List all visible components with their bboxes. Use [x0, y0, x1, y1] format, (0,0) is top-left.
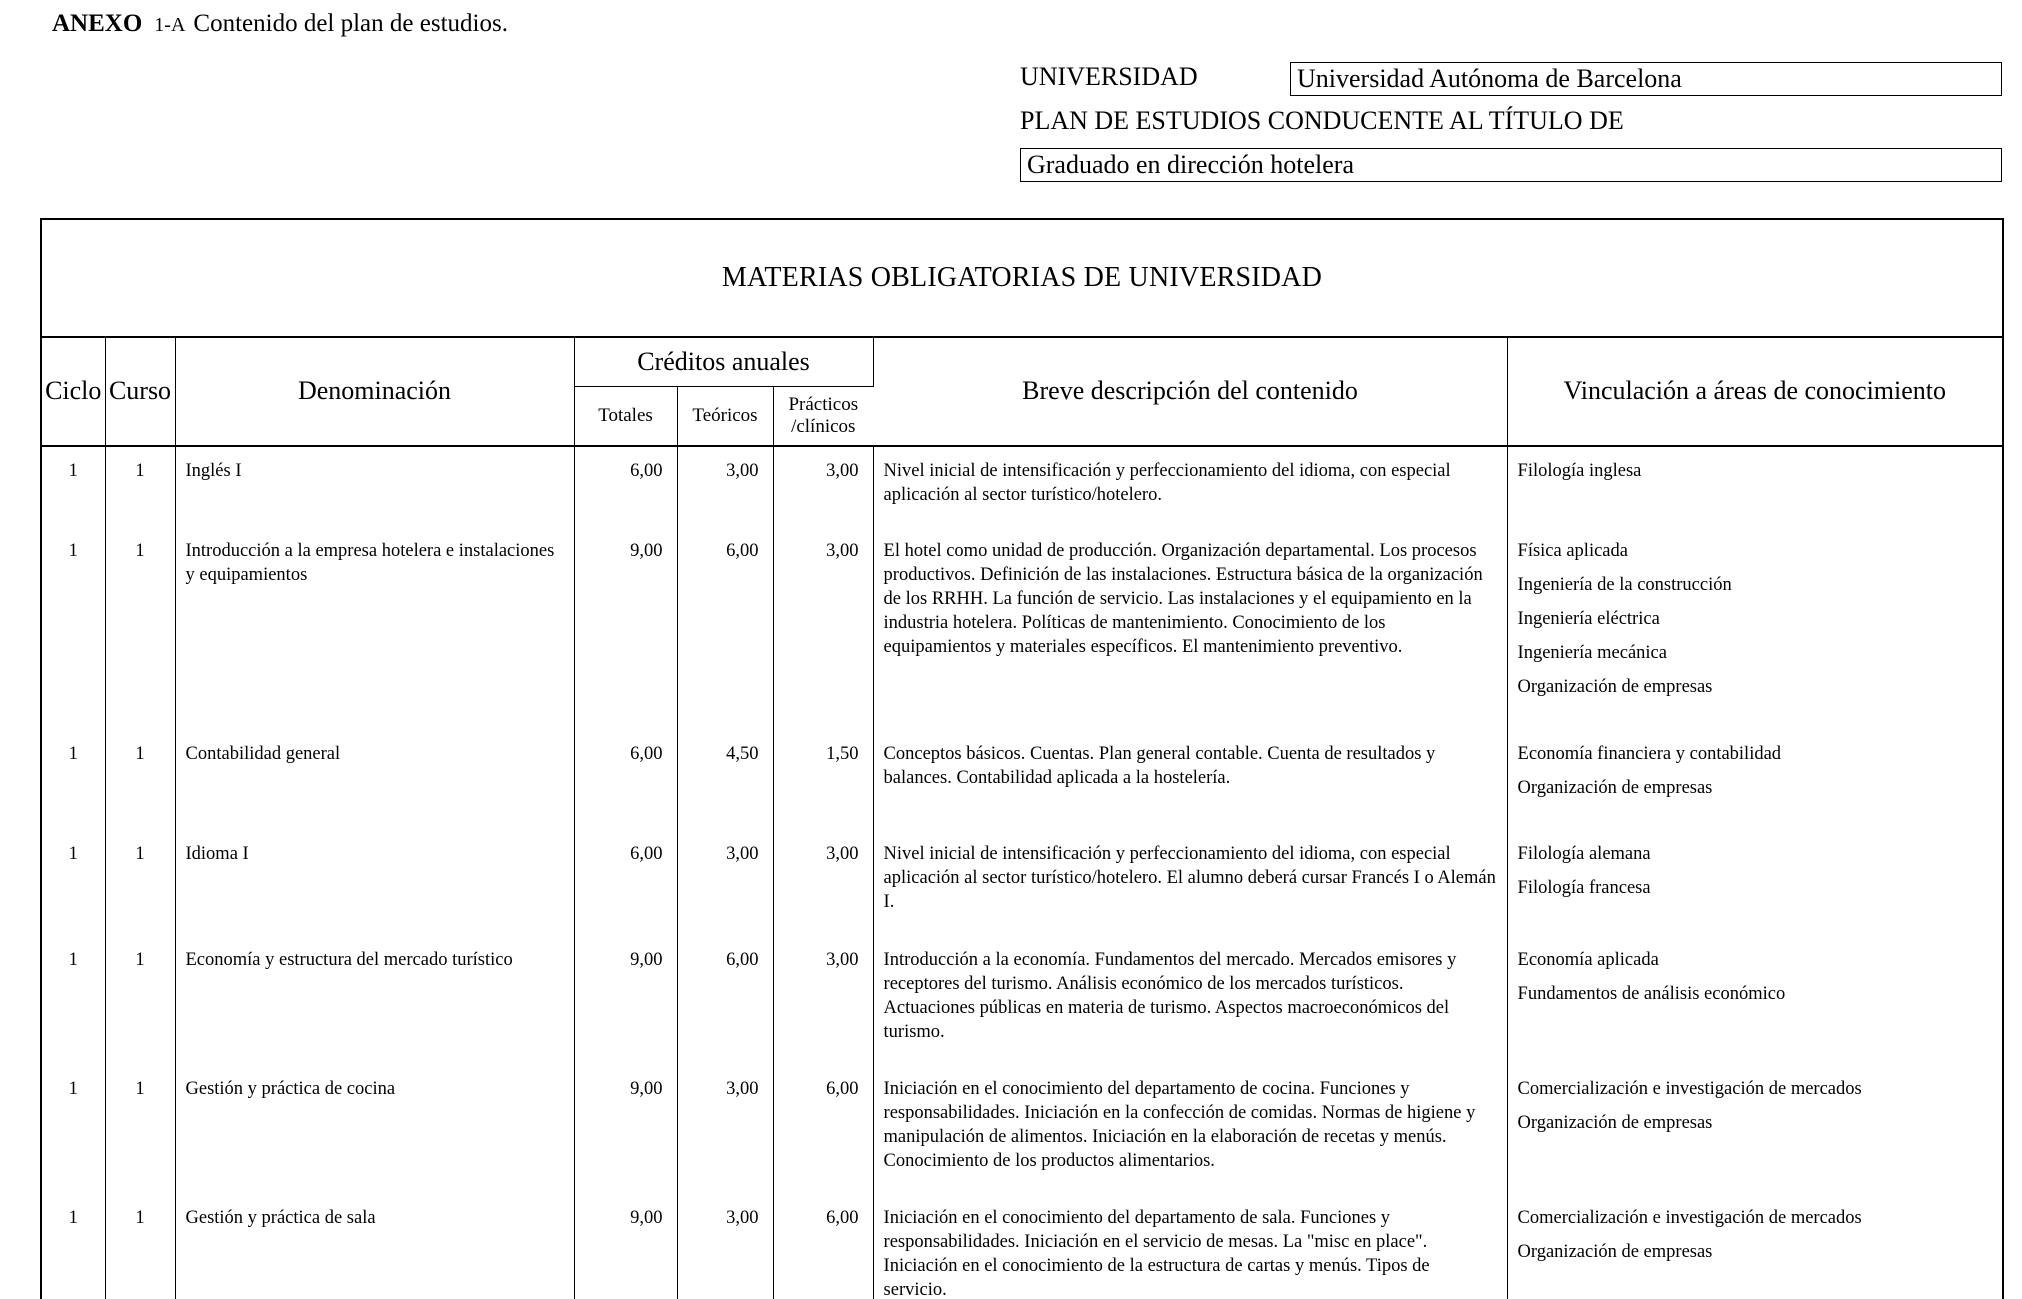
table-row: 1 1 Idioma I 6,00 3,00 3,00 Nivel inicial de intensificación y perfeccionamiento del idioma, con especial aplicación al sector turístico/hotelero. El alumno deberá cursar Francés I o Alemán I. Filología alemana Filología francesa — [42, 830, 2002, 936]
table-row: 1 1 Gestión y práctica de cocina 9,00 3,00 6,00 Iniciación en el conocimiento del departamento de cocina. Funciones y responsabilidades. Iniciación en la confección de comidas. Normas de higiene y manipulación de alimentos. Iniciación en la elaboración de recetas y menús. Conocimiento de los productos alimentarios. Comercialización e investigación de mercados Organización de empresas — [42, 1065, 2002, 1194]
col-teoricos: Teóricos — [677, 386, 773, 446]
table-row: 1 1 Gestión y práctica de sala 9,00 3,00 6,00 Iniciación en el conocimiento del departamento de sala. Funciones y responsabilidades. Iniciación en el servicio de mesas. La "misc en place". Iniciación en el conocimiento de la estructura de cartas y menús. Tipos de servicio. Comercialización e investigación de mercados Organización de empresas — [42, 1194, 2002, 1299]
col-totales: Totales — [574, 386, 677, 446]
col-denominacion: Denominación — [175, 338, 574, 446]
table-title: MATERIAS OBLIGATORIAS DE UNIVERSIDAD — [42, 220, 2002, 338]
col-creditos: Créditos anuales — [574, 338, 873, 386]
col-descripcion: Breve descripción del contenido — [873, 338, 1507, 446]
table-row: 1 1 Contabilidad general 6,00 4,50 1,50 Conceptos básicos. Cuentas. Plan general contable. Cuenta de resultados y balances. Contabilidad aplicada a la hostelería. Economía financiera y contabilidad Organización de empresas — [42, 730, 2002, 830]
curriculum-table — [40, 218, 2004, 1299]
universidad-label: UNIVERSIDAD — [1020, 62, 1198, 91]
col-ciclo: Ciclo — [42, 338, 105, 446]
annex-heading — [52, 10, 508, 38]
annex-number: 1-A — [154, 14, 186, 36]
annex-label: ANEXO — [52, 10, 143, 37]
col-curso: Curso — [105, 338, 175, 446]
plan-label: PLAN DE ESTUDIOS CONDUCENTE AL TÍTULO DE — [1020, 106, 1624, 135]
col-vinculacion: Vinculación a áreas de conocimiento — [1507, 338, 2002, 446]
degree-field: Graduado en dirección hotelera — [1020, 148, 2002, 182]
table-row: 1 1 Inglés I 6,00 3,00 3,00 Nivel inicial de intensificación y perfeccionamiento del idioma, con especial aplicación al sector turístico/hotelero. Filología inglesa — [42, 446, 2002, 527]
annex-text: Contenido del plan de estudios. — [193, 10, 508, 37]
universidad-field: Universidad Autónoma de Barcelona — [1290, 62, 2002, 96]
table-row: 1 1 Introducción a la empresa hotelera e instalaciones y equipamientos 9,00 6,00 3,00 El hotel como unidad de producción. Organización departamental. Los procesos productivos. Definición de las instalaciones. Estructura básica de la organización de los RRHH. La función de servicio. Las instalaciones y el equipamiento en la industria hotelera. Políticas de mantenimiento. Conocimiento de los equipamientos y materiales específicos. El mantenimiento preventivo. Física aplicada Ingeniería de la construcción Ingeniería eléctrica Ingeniería mecánica Organización de empresas — [42, 527, 2002, 730]
table-row: 1 1 Economía y estructura del mercado turístico 9,00 6,00 3,00 Introducción a la economía. Fundamentos del mercado. Mercados emisores y receptores del turismo. Análisis económico de los mercados turísticos. Actuaciones públicas en materia de turismo. Aspectos macroeconómicos del turismo. Economía aplicada Fundamentos de análisis económico — [42, 936, 2002, 1065]
col-practicos: Prácticos /clínicos — [773, 386, 873, 446]
